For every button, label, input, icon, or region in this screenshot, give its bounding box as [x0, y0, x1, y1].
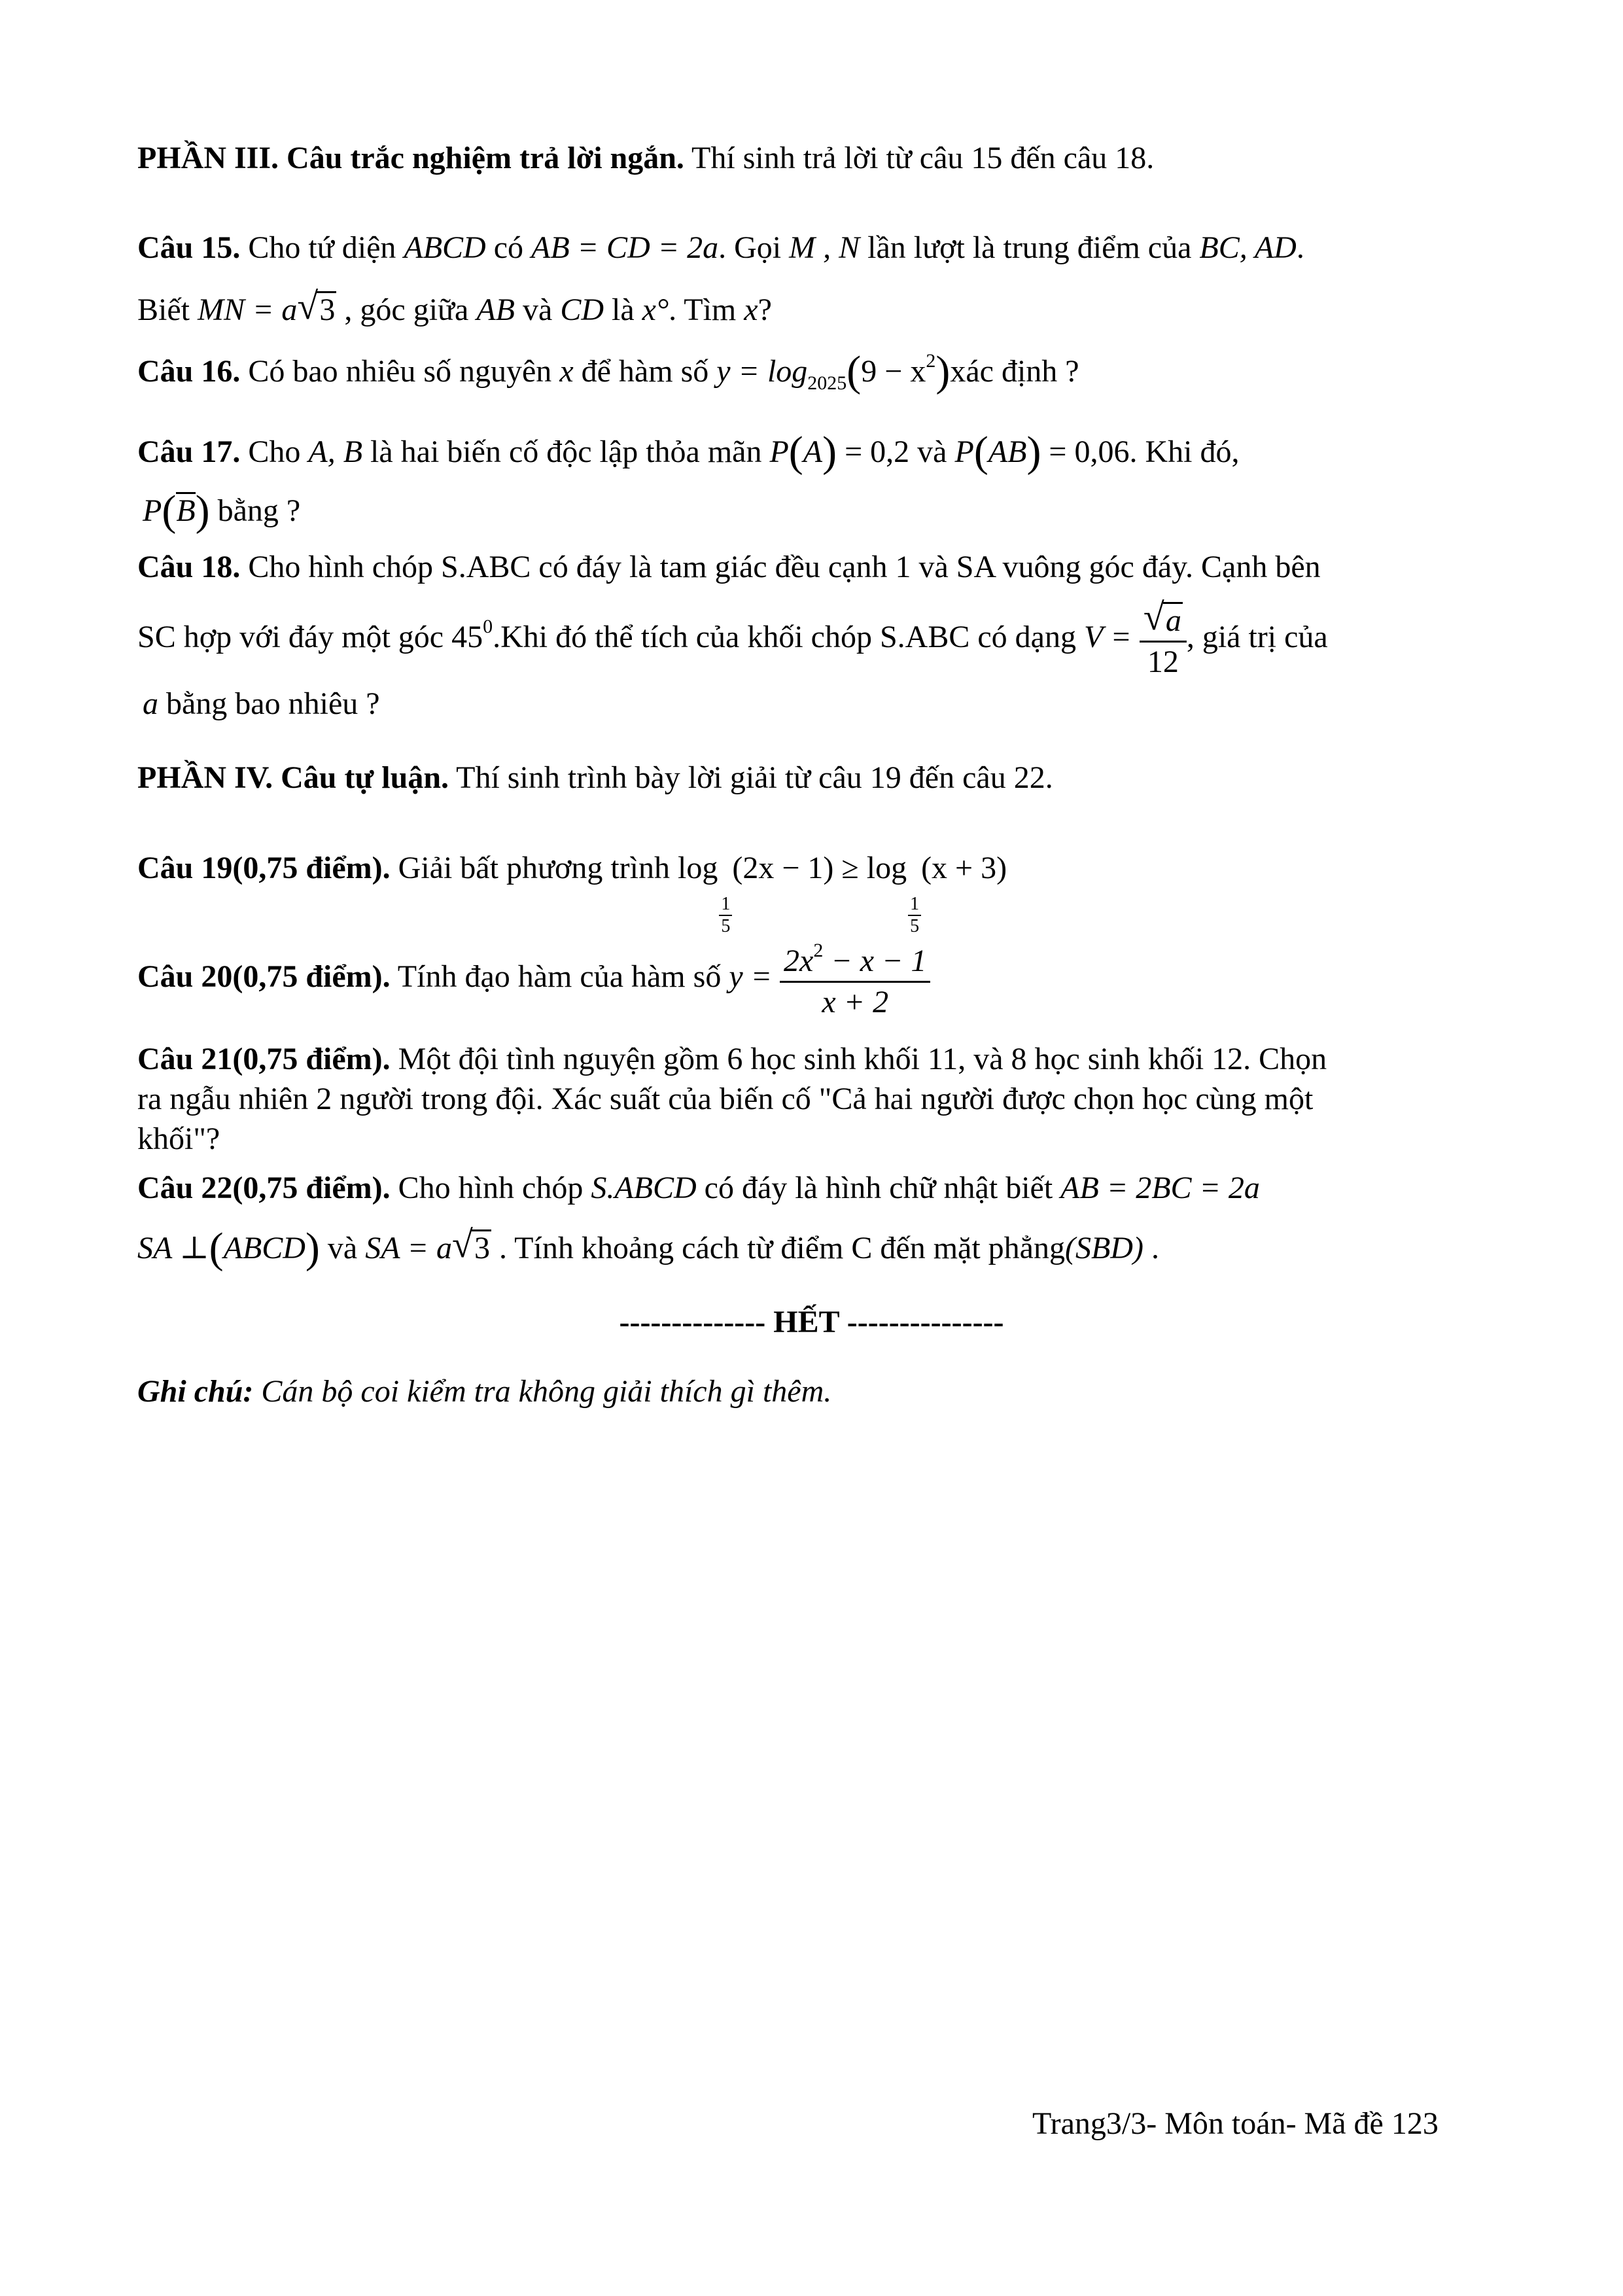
- q20-text: Tính đạo hàm của hàm số: [390, 959, 729, 995]
- q21-line1: [137, 1044, 1327, 1075]
- q21-line2: [137, 1084, 1313, 1115]
- q15-text: .: [1296, 230, 1304, 265]
- q22-text: có đáy là hình chữ nhật biết: [696, 1171, 1061, 1205]
- q18-label: Câu 18.: [137, 550, 241, 584]
- q17-math: = 0,2: [837, 434, 910, 469]
- q15-line2: [137, 285, 772, 327]
- q18-line1: [137, 552, 1321, 583]
- q15-math: BC, AD: [1199, 230, 1297, 265]
- q15-math: M , N: [789, 230, 860, 265]
- q22-math: SA = a: [365, 1231, 453, 1265]
- q17-text: là hai biến cố độc lập thỏa mãn: [362, 434, 770, 469]
- q22-math: SA ⊥: [137, 1231, 209, 1265]
- q20-fraction: [780, 941, 930, 1018]
- q15-text: Cho tứ diện: [240, 230, 404, 265]
- q15-math: CD: [560, 292, 604, 327]
- q15-math: AB = CD = 2a: [531, 230, 719, 265]
- q17-math: = 0,06: [1041, 434, 1130, 469]
- q22-text: .: [1143, 1231, 1159, 1265]
- q20-line: [137, 941, 930, 1018]
- q18-text: , giá trị của: [1186, 620, 1328, 655]
- q18-text: Cho hình chóp S.ABC có đáy là tam giác đều cạnh 1 và SA vuông góc đáy. Cạnh bên: [240, 550, 1321, 584]
- q21-line3: [137, 1123, 220, 1155]
- q16-exponent: 2: [926, 350, 936, 372]
- q15-text: Biết: [137, 292, 198, 327]
- q16-text: để hàm số: [573, 354, 717, 389]
- q20-label: Câu 20(0,75 điểm).: [137, 959, 391, 995]
- q20-math: 2x: [784, 944, 814, 978]
- q15-line1: [137, 232, 1304, 264]
- q22-label: Câu 22(0,75 điểm).: [137, 1171, 391, 1205]
- q15-text: có: [485, 230, 532, 265]
- q15-math: x: [744, 292, 758, 327]
- q16-label: Câu 16.: [137, 354, 241, 389]
- q16-log-base: 2025: [807, 372, 847, 394]
- q18-math: 45: [451, 620, 483, 655]
- q17-math: A, B: [308, 434, 363, 469]
- part4-heading: [137, 762, 1053, 794]
- q16-math: y = log: [716, 354, 808, 389]
- q15-text: , góc giữa: [336, 292, 477, 327]
- q16-text: xác định ?: [950, 354, 1079, 389]
- q19-log-base: $\frac{1}{5}$: [908, 895, 921, 936]
- part4-title: PHẦN IV. Câu tự luận.: [137, 760, 449, 795]
- q18-text: .Khi đó thể tích của khối chóp S.ABC có dạng: [493, 620, 1084, 655]
- part3-instruction: Thí sinh trả lời từ câu 15 đến câu 18.: [684, 141, 1155, 175]
- q20-denominator: x + 2: [822, 985, 889, 1019]
- q20-math: y =: [729, 959, 773, 995]
- q19-line: [137, 853, 1007, 936]
- q17-text: . Khi đó,: [1129, 434, 1240, 469]
- q22-text: và: [319, 1231, 366, 1265]
- sqrt-arg: 3: [317, 291, 336, 326]
- q16-line: Câu 16. Có bao nhiêu số nguyên x để hàm số $y = \log_{2025}(9$ − $x^2)xác$ định ?: [137, 347, 1079, 395]
- q22-math: S.ABCD: [591, 1171, 697, 1205]
- q21-text: khối"?: [137, 1122, 220, 1156]
- q19-text: Giải bất phương trình: [390, 851, 678, 885]
- q21-label: Câu 21(0,75 điểm).: [137, 1042, 391, 1076]
- q17-math: P: [143, 493, 162, 528]
- q20-math: − x − 1: [823, 944, 927, 978]
- q15-text: . Tìm: [669, 292, 744, 327]
- q22-text: . Tính khoảng cách từ điểm C đến mặt phẳng: [491, 1231, 1065, 1265]
- q19-log-base: $\frac{1}{5}$: [719, 895, 732, 936]
- q19-label: Câu 19(0,75 điểm).: [137, 851, 391, 885]
- q22-line2: SA ⊥(ABCD) và SA = a √ 3 . Tính khoảng cách từ điểm C đến mặt phẳng(SBD) .: [137, 1223, 1159, 1272]
- sqrt: √ 3: [297, 285, 336, 327]
- sqrt: √ a: [1143, 595, 1181, 638]
- q21-text: Một đội tình nguyện gồm 6 học sinh khối 11, và 8 học sinh khối 12. Chọn: [390, 1042, 1327, 1076]
- q17-line1: Câu 17. Cho A, B là hai biến cố độc lập thỏa mãn P(A) = 0,2 và P(AB) = 0,06. Khi đó,: [137, 428, 1240, 476]
- q17-math: P: [954, 434, 974, 469]
- q15-math: AB: [476, 292, 515, 327]
- q15-math: x°: [642, 292, 669, 327]
- q16-text: Có bao nhiêu số nguyên: [240, 354, 560, 389]
- part4-instruction: Thí sinh trình bày lời giải từ câu 19 đến câu 22.: [449, 760, 1053, 795]
- q17-complement-b: B: [176, 493, 196, 528]
- part3-title: PHẦN III. Câu trắc nghiệm trả lời ngắn.: [137, 141, 684, 175]
- q18-text: bằng bao nhiêu ?: [158, 686, 380, 721]
- q22-math: AB = 2BC = 2a: [1060, 1171, 1260, 1205]
- q19-math: (x + 3): [921, 851, 1007, 885]
- q15-math: ABCD: [404, 230, 486, 265]
- q17-math: AB: [988, 434, 1027, 469]
- q17-text: Cho: [240, 434, 309, 469]
- q18-denominator: 12: [1147, 645, 1179, 679]
- end-marker: -------------- HẾT ---------------: [619, 1305, 1004, 1339]
- q18-math: V =: [1083, 620, 1132, 655]
- q22-line1: [137, 1173, 1260, 1204]
- q17-text: bằng ?: [209, 493, 301, 528]
- q17-math: A: [803, 434, 823, 469]
- sqrt-arg: 3: [472, 1229, 491, 1264]
- part3-heading: [137, 143, 1154, 174]
- q15-math: MN = a: [198, 292, 298, 327]
- q19-math: log: [678, 851, 718, 885]
- q17-label: Câu 17.: [137, 434, 241, 469]
- q18-math: a: [143, 686, 158, 721]
- q22-math: ABCD: [223, 1231, 305, 1265]
- note-line: [137, 1376, 831, 1407]
- q17-line2: P(B) bằng ?: [143, 487, 301, 535]
- sqrt: √ 3: [452, 1223, 491, 1265]
- q16-math: 9 − x: [861, 354, 926, 389]
- q15-text: ?: [758, 292, 772, 327]
- page-footer: Trang3/3- Môn toán- Mã đề 123: [1032, 2106, 1439, 2141]
- q22-math: (SBD): [1064, 1231, 1143, 1265]
- q17-math: P: [769, 434, 789, 469]
- q15-text: lần lượt là trung điểm của: [860, 230, 1200, 265]
- q21-text: ra ngẫu nhiên 2 người trong đội. Xác suất của biến cố "Cả hai người được chọn học cùng một: [137, 1082, 1314, 1116]
- q18-fraction: [1140, 595, 1187, 679]
- q15-label: Câu 15.: [137, 230, 241, 265]
- q18-text: SC hợp với đáy một góc: [137, 620, 452, 655]
- q17-text: và: [909, 434, 955, 469]
- q18-line2: [137, 595, 1328, 679]
- q19-math: (2x − 1) ≥ log: [732, 851, 907, 885]
- q16-math: x: [559, 354, 574, 389]
- q22-text: Cho hình chóp: [390, 1171, 591, 1205]
- q15-text: là: [604, 292, 642, 327]
- q15-text: và: [515, 292, 561, 327]
- q20-exponent: 2: [813, 940, 824, 961]
- sqrt-arg: a: [1163, 602, 1183, 637]
- note-text: Cán bộ coi kiểm tra không giải thích gì thêm.: [253, 1374, 832, 1409]
- q18-degree: 0: [483, 616, 493, 638]
- note-label: Ghi chú:: [137, 1374, 254, 1409]
- q18-line3: [143, 688, 380, 720]
- q15-text: . Gọi: [718, 230, 790, 265]
